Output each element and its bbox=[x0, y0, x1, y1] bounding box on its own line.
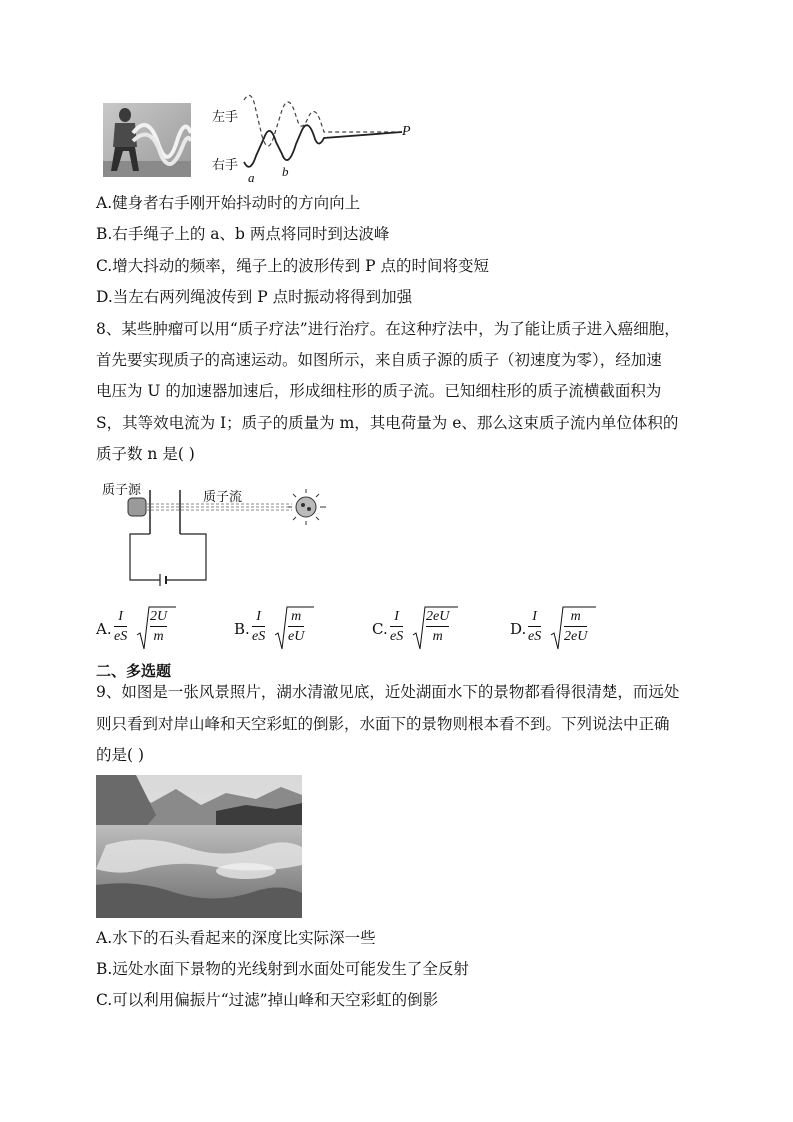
q8-option-c-label: C. bbox=[372, 620, 388, 638]
q8-stem-line-4: S，其等效电流为 I；质子的质量为 m，其电荷量为 e、那么这束质子流内单位体积的 bbox=[96, 414, 679, 432]
q8-option-b bbox=[234, 603, 354, 653]
q7-option-a: A.健身者右手刚开始抖动时的方向向上 bbox=[96, 194, 361, 212]
q8-stem-line-1: 8、某些肿瘤可以用“质子疗法”进行治疗。在这种疗法中，为了能让质子进入癌细胞， bbox=[96, 320, 680, 338]
q9-stem-line-2: 则只看到对岸山峰和天空彩虹的倒影，水面下的景物则根本看不到。下列说法中正确 bbox=[96, 715, 670, 733]
q8-option-c-fraction bbox=[390, 608, 403, 645]
q8-option-b-radicand bbox=[288, 608, 304, 645]
q8-stem-line-2: 首先要实现质子的高速运动。如图所示，来自质子源的质子（初速度为零），经加速 bbox=[96, 351, 662, 369]
q9-option-b: B.远处水面下景物的光线射到水面处可能发生了全反射 bbox=[96, 960, 469, 978]
q8-option-a-fraction bbox=[114, 608, 127, 645]
q8-option-a bbox=[96, 603, 216, 653]
proton-beam-label: 质子流 bbox=[203, 490, 243, 505]
q8-stem-line-5: 质子数 n 是( ) bbox=[96, 445, 195, 463]
radicand-numerator: 2U bbox=[150, 609, 168, 624]
proton-accelerator-diagram bbox=[100, 476, 340, 586]
left-hand-label: 左手 bbox=[212, 110, 239, 125]
fraction-numerator: I bbox=[256, 609, 261, 624]
point-a-label: a bbox=[248, 170, 255, 185]
lake-landscape-photo bbox=[96, 775, 302, 918]
fraction-denominator: eS bbox=[390, 629, 404, 644]
q8-option-a-label: A. bbox=[96, 620, 112, 638]
radicand-denominator: 2eU bbox=[564, 629, 588, 644]
q7-option-d: D.当左右两列绳波传到 P 点时振动将得到加强 bbox=[96, 288, 413, 306]
fraction-numerator: I bbox=[532, 609, 537, 624]
fraction-denominator: eS bbox=[528, 629, 542, 644]
radicand-denominator: m bbox=[432, 629, 443, 644]
q9-stem-line-3: 的是( ) bbox=[96, 746, 145, 764]
radicand-denominator: eU bbox=[288, 629, 305, 644]
q8-option-b-label: B. bbox=[234, 620, 250, 638]
point-b-label: b bbox=[282, 164, 289, 179]
fraction-numerator: I bbox=[118, 609, 123, 624]
rope-athlete-photo bbox=[103, 103, 191, 177]
fraction-denominator: eS bbox=[114, 629, 128, 644]
q9-stem-line-1: 9、如图是一张风景照片，湖水清澈见底，近处湖面水下的景物都看得很清楚，而远处 bbox=[96, 683, 680, 701]
q8-option-d-label: D. bbox=[510, 620, 527, 638]
rope-wave-diagram bbox=[210, 92, 420, 187]
radicand-numerator: 2eU bbox=[426, 609, 450, 624]
q8-option-d-radicand bbox=[564, 608, 587, 645]
radicand-numerator: m bbox=[291, 609, 302, 624]
proton-source-label: 质子源 bbox=[102, 483, 142, 498]
section-title-multiple-choice: 二、多选题 bbox=[96, 662, 172, 680]
q9-option-c: C.可以利用偏振片“过滤”掉山峰和天空彩虹的倒影 bbox=[96, 991, 439, 1009]
right-hand-label: 右手 bbox=[212, 158, 239, 173]
q7-option-c: C.增大抖动的频率，绳子上的波形传到 P 点的时间将变短 bbox=[96, 257, 490, 275]
radicand-denominator: m bbox=[153, 629, 164, 644]
q8-option-d bbox=[510, 603, 630, 653]
q8-option-c bbox=[372, 603, 492, 653]
q9-option-a: A.水下的石头看起来的深度比实际深一些 bbox=[96, 929, 376, 947]
point-p-label: P bbox=[402, 124, 411, 139]
fraction-numerator: I bbox=[394, 609, 399, 624]
q8-option-a-radicand bbox=[150, 608, 167, 645]
radicand-numerator: m bbox=[570, 609, 581, 624]
q8-option-c-radicand bbox=[426, 608, 449, 645]
q8-stem-line-3: 电压为 U 的加速器加速后，形成细柱形的质子流。已知细柱形的质子流横截面积为 bbox=[96, 382, 662, 400]
q8-option-b-fraction bbox=[252, 608, 265, 645]
fraction-denominator: eS bbox=[252, 629, 266, 644]
q7-option-b: B.右手绳子上的 a、b 两点将同时到达波峰 bbox=[96, 225, 390, 243]
q8-option-d-fraction bbox=[528, 608, 541, 645]
